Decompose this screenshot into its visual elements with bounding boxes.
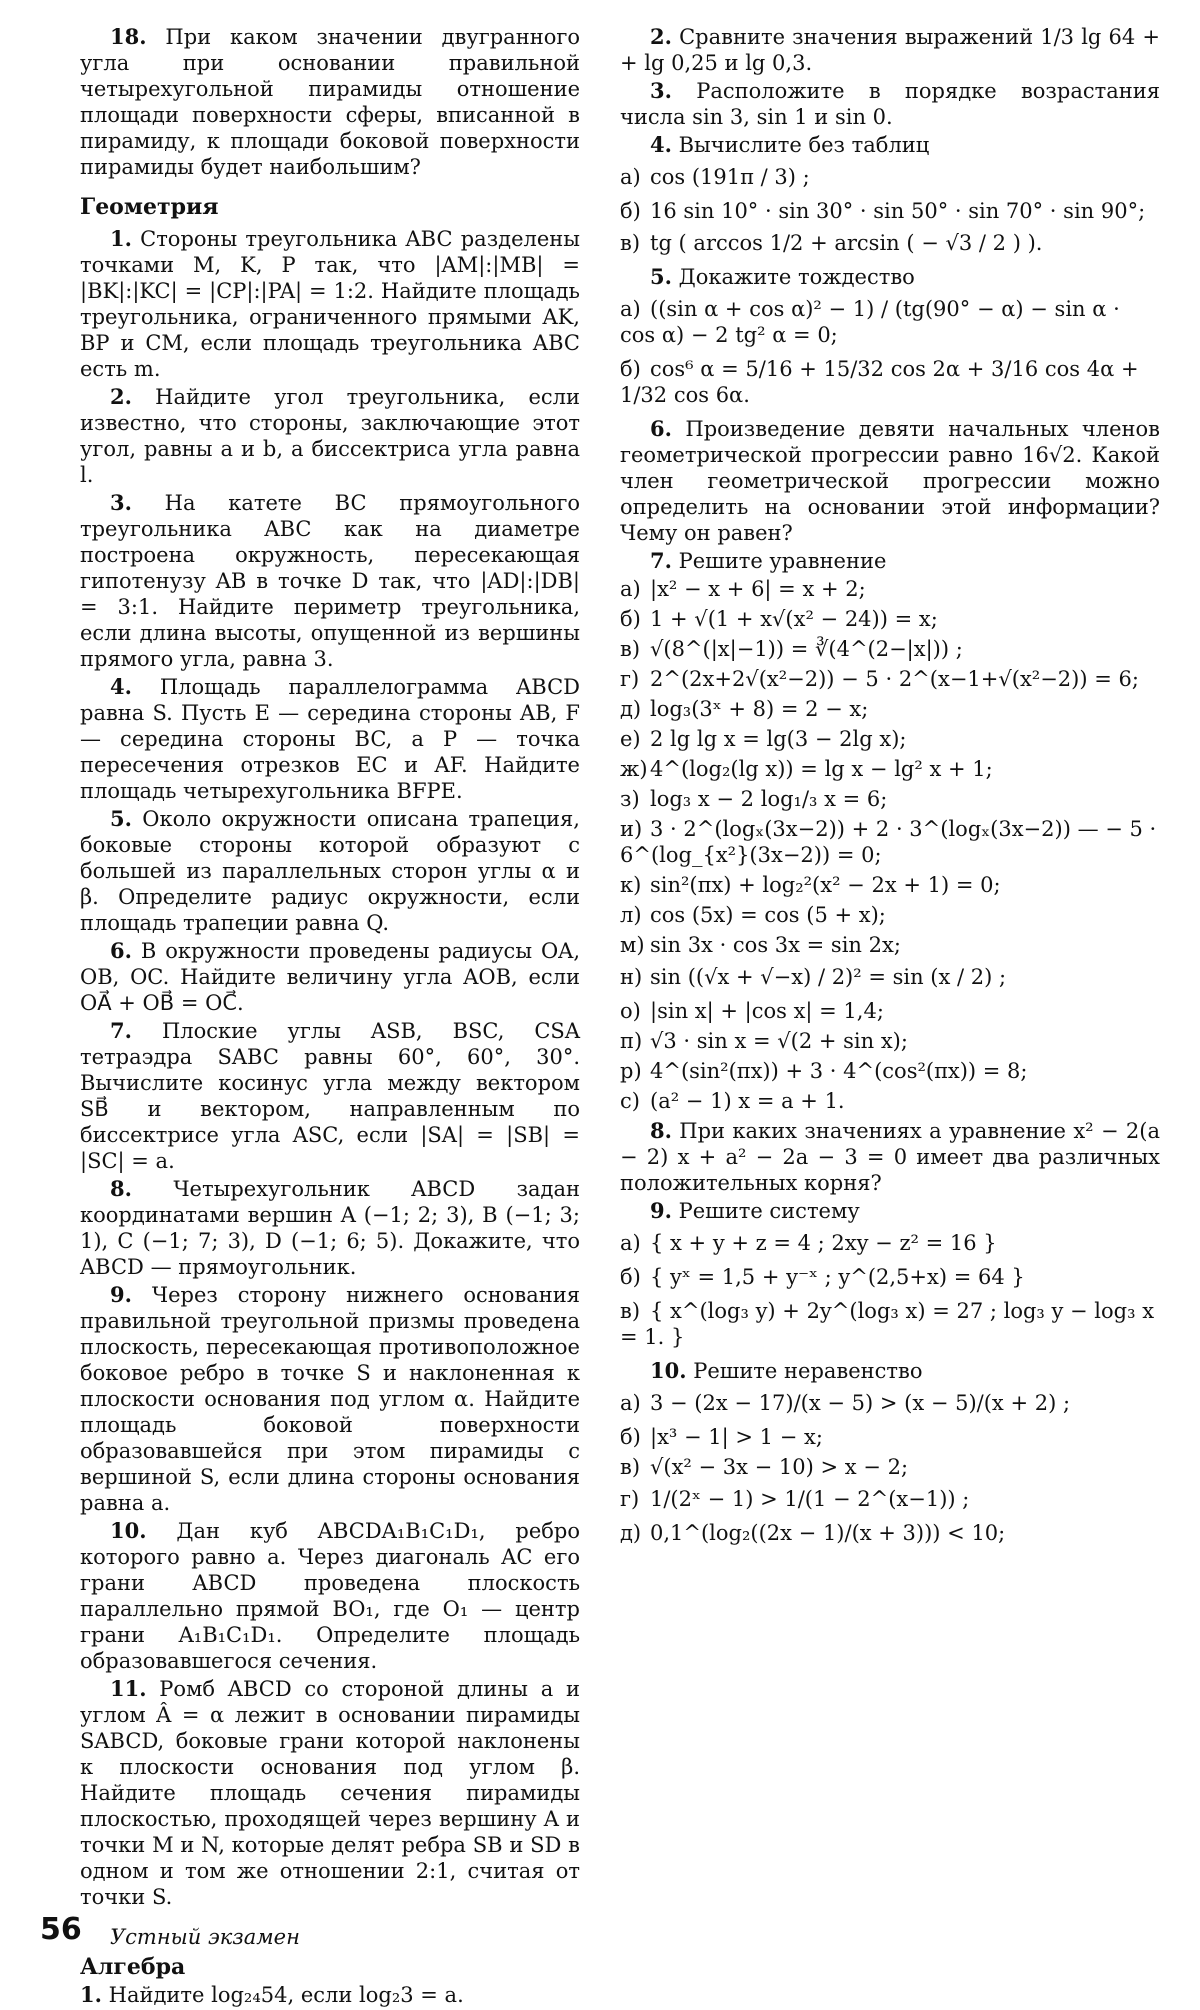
problem-3: 3. Расположите в порядке возрастания числа sin 3, sin 1 и sin 0. — [620, 78, 1160, 129]
list-item: и) 3 · 2^(logₓ(3x−2)) + 2 · 3^(logₓ(3x−2)) — − 5 · 6^(log_{x²}(3x−2)) = 0; — [620, 817, 1157, 867]
page-number: 56 — [40, 1912, 82, 1947]
problem-9: 9. Решите систему — [650, 1198, 860, 1223]
geometry-heading: Геометрия — [80, 194, 219, 220]
list-item: б) { yˣ = 1,5 + y⁻ˣ ; y^(2,5+x) = 64 } — [620, 1265, 1025, 1289]
geometry-problem: 6. В окружности проведены радиусы OA, OB, OC. Найдите величину угла AOB, если OA⃗ + OB⃗ = OC⃗. — [80, 938, 580, 1015]
geometry-problem: 2. Найдите угол треугольника, если известно, что стороны, заключающие этот угол, равны a и b, а биссектриса угла равна l. — [80, 384, 580, 487]
geometry-problem: 10. Дан куб ABCDA₁B₁C₁D₁, ребро которого равно a. Через диагональ AC его грани ABCD проведена плоскость параллельно прямой BO₁, где O₁ — центр грани A₁B₁C₁D₁. Определите площадь образовавшегося сечения. — [80, 1518, 580, 1673]
algebra-problem-1: 1. Найдите log₂₄54, если log₂3 = a. — [80, 1982, 464, 2007]
list-item: к) sin²(πx) + log₂²(x² − 2x + 1) = 0; — [620, 873, 1001, 897]
list-item: з) log₃ x − 2 log₁/₃ x = 6; — [620, 787, 888, 811]
left-column — [80, 24, 580, 2010]
list-item: в) tg ( arccos 1/2 + arcsin ( − √3 / 2 ) ). — [620, 231, 1043, 255]
list-item: р) 4^(sin²(πx)) + 3 · 4^(cos²(πx)) = 8; — [620, 1059, 1028, 1083]
list-item: в) √(8^(|x|−1)) = ∛(4^(2−|x|)) ; — [620, 637, 963, 661]
geometry-problem: 8. Четырехугольник ABCD задан координатами вершин A (−1; 2; 3), B (−1; 3; 1), C (−1; 7; 3), D (−1; 6; 5). Докажите, что ABCD — прямоугольник. — [80, 1176, 580, 1279]
problem-6: 6. Произведение девяти начальных членов геометрической прогрессии равно 16√2. Какой член геометрической прогрессии можно определить на основании этой информации? Чему он равен? — [620, 416, 1160, 545]
problem-7: 7. Решите уравнение — [650, 548, 887, 573]
list-item: а) |x² − x + 6| = x + 2; — [620, 577, 866, 601]
problem-8: 8. При каких значениях a уравнение x² − 2(a − 2) x + a² − 2a − 3 = 0 имеет два различных положительных корня? — [620, 1118, 1160, 1195]
list-item: а) 3 − (2x − 17)/(x − 5) > (x − 5)/(x + 2) ; — [620, 1391, 1071, 1415]
list-item: г) 1/(2ˣ − 1) > 1/(1 − 2^(x−1)) ; — [620, 1487, 970, 1511]
list-item: б) 1 + √(1 + x√(x² − 24)) = x; — [620, 607, 938, 631]
algebra-heading: Алгебра — [80, 1954, 186, 1980]
list-item: а) cos (191π / 3) ; — [620, 165, 810, 189]
problem-4: 4. Вычислите без таблиц — [650, 132, 930, 157]
geometry-problem: 1. Стороны треугольника ABC разделены точками M, K, P так, что |AM|:|MB| = |BK|:|KC| = |CP|:|PA| = 1:2. Найдите площадь треугольника, ограниченного прямыми AK, BP и CM, если площадь треугольника ABC есть m. — [80, 226, 580, 381]
geometry-problem: 3. На катете BC прямоугольного треугольника ABC как на диаметре построена окружность, пересекающая гипотенузу AB в точке D так, что |AD|:|DB| = 3:1. Найдите периметр треугольника, если длина высоты, опущенной из вершины прямого угла, равна 3. — [80, 490, 580, 671]
list-item: с) (a² − 1) x = a + 1. — [620, 1089, 845, 1113]
geometry-problem: 4. Площадь параллелограмма ABCD равна S. Пусть E — середина стороны AB, F — середина стороны BC, а P — точка пересечения отрезков EC и AF. Найдите площадь четырехугольника BFPE. — [80, 674, 580, 803]
geometry-problem: 7. Плоские углы ASB, BSC, CSA тетраэдра SABC равны 60°, 60°, 30°. Вычислите косинус угла между вектором SB⃗ и вектором, направленным по биссектрисе угла ASC, если |SA| = |SB| = |SC| = a. — [80, 1018, 580, 1173]
list-item: л) cos (5x) = cos (5 + x); — [620, 903, 886, 927]
right-column — [620, 24, 1160, 1554]
list-item: в) { x^(log₃ y) + 2y^(log₃ x) = 27 ; log₃ y − log₃ x = 1. } — [620, 1299, 1155, 1349]
list-item: ж) 4^(log₂(lg x)) = lg x − lg² x + 1; — [620, 757, 993, 781]
list-item: п) √3 · sin x = √(2 + sin x); — [620, 1029, 908, 1053]
list-item: г) 2^(2x+2√(x²−2)) − 5 · 2^(x−1+√(x²−2)) = 6; — [620, 667, 1139, 691]
list-item: а) { x + y + z = 4 ; 2xy − z² = 16 } — [620, 1231, 997, 1255]
list-item: а) ((sin α + cos α)² − 1) / (tg(90° − α) − sin α · cos α) − 2 tg² α = 0; — [620, 297, 1120, 347]
list-item: д) 0,1^(log₂((2x − 1)/(x + 3))) < 10; — [620, 1521, 1006, 1545]
list-item: м) sin 3x · cos 3x = sin 2x; — [620, 933, 901, 957]
list-item: е) 2 lg lg x = lg(3 − 2lg x); — [620, 727, 907, 751]
list-item: б) 16 sin 10° · sin 30° · sin 50° · sin 70° · sin 90°; — [620, 199, 1146, 223]
geometry-problem: 5. Около окружности описана трапеция, боковые стороны которой образуют с большей из параллельных сторон углы α и β. Определите радиус окружности, если площадь трапеции равна Q. — [80, 806, 580, 935]
problem-18: 18. При каком значении двугранного угла при основании правильной четырехугольной пирамиды отношение площади поверхности сферы, вписанной в пирамиду, к площади боковой поверхности пирамиды будет наибольшим? — [80, 24, 580, 179]
list-item: н) sin ((√x + √−x) / 2)² = sin (x / 2) ; — [620, 965, 1007, 989]
problem-10: 10. Решите неравенство — [650, 1358, 923, 1383]
list-item: д) log₃(3ˣ + 8) = 2 − x; — [620, 697, 869, 721]
list-item: о) |sin x| + |cos x| = 1,4; — [620, 999, 884, 1023]
oral-exam-heading: Устный экзамен — [110, 1925, 300, 1949]
problem-5: 5. Докажите тождество — [650, 264, 915, 289]
problem-2: 2. Сравните значения выражений 1/3 lg 64 + + lg 0,25 и lg 0,3. — [620, 24, 1160, 75]
geometry-problem: 9. Через сторону нижнего основания правильной треугольной призмы проведена плоскость, пересекающая противоположное боковое ребро в точке S и наклоненная к плоскости основания под углом α. Найдите площадь боковой поверхности образовавшейся при этом пирамиды с вершиной S, если длина стороны основания равна a. — [80, 1282, 580, 1515]
list-item: б) cos⁶ α = 5/16 + 15/32 cos 2α + 3/16 cos 4α + 1/32 cos 6α. — [620, 357, 1139, 407]
list-item: б) |x³ − 1| > 1 − x; — [620, 1425, 823, 1449]
geometry-problem: 11. Ромб ABCD со стороной длины a и углом Â = α лежит в основании пирамиды SABCD, боковые грани которой наклонены к плоскости основания под углом β. Найдите площадь сечения пирамиды плоскостью, проходящей через вершину A и точки M и N, которые делят ребра SB и SD в одном и том же отношении 2:1, считая от точки S. — [80, 1676, 580, 1909]
list-item: в) √(x² − 3x − 10) > x − 2; — [620, 1455, 909, 1479]
